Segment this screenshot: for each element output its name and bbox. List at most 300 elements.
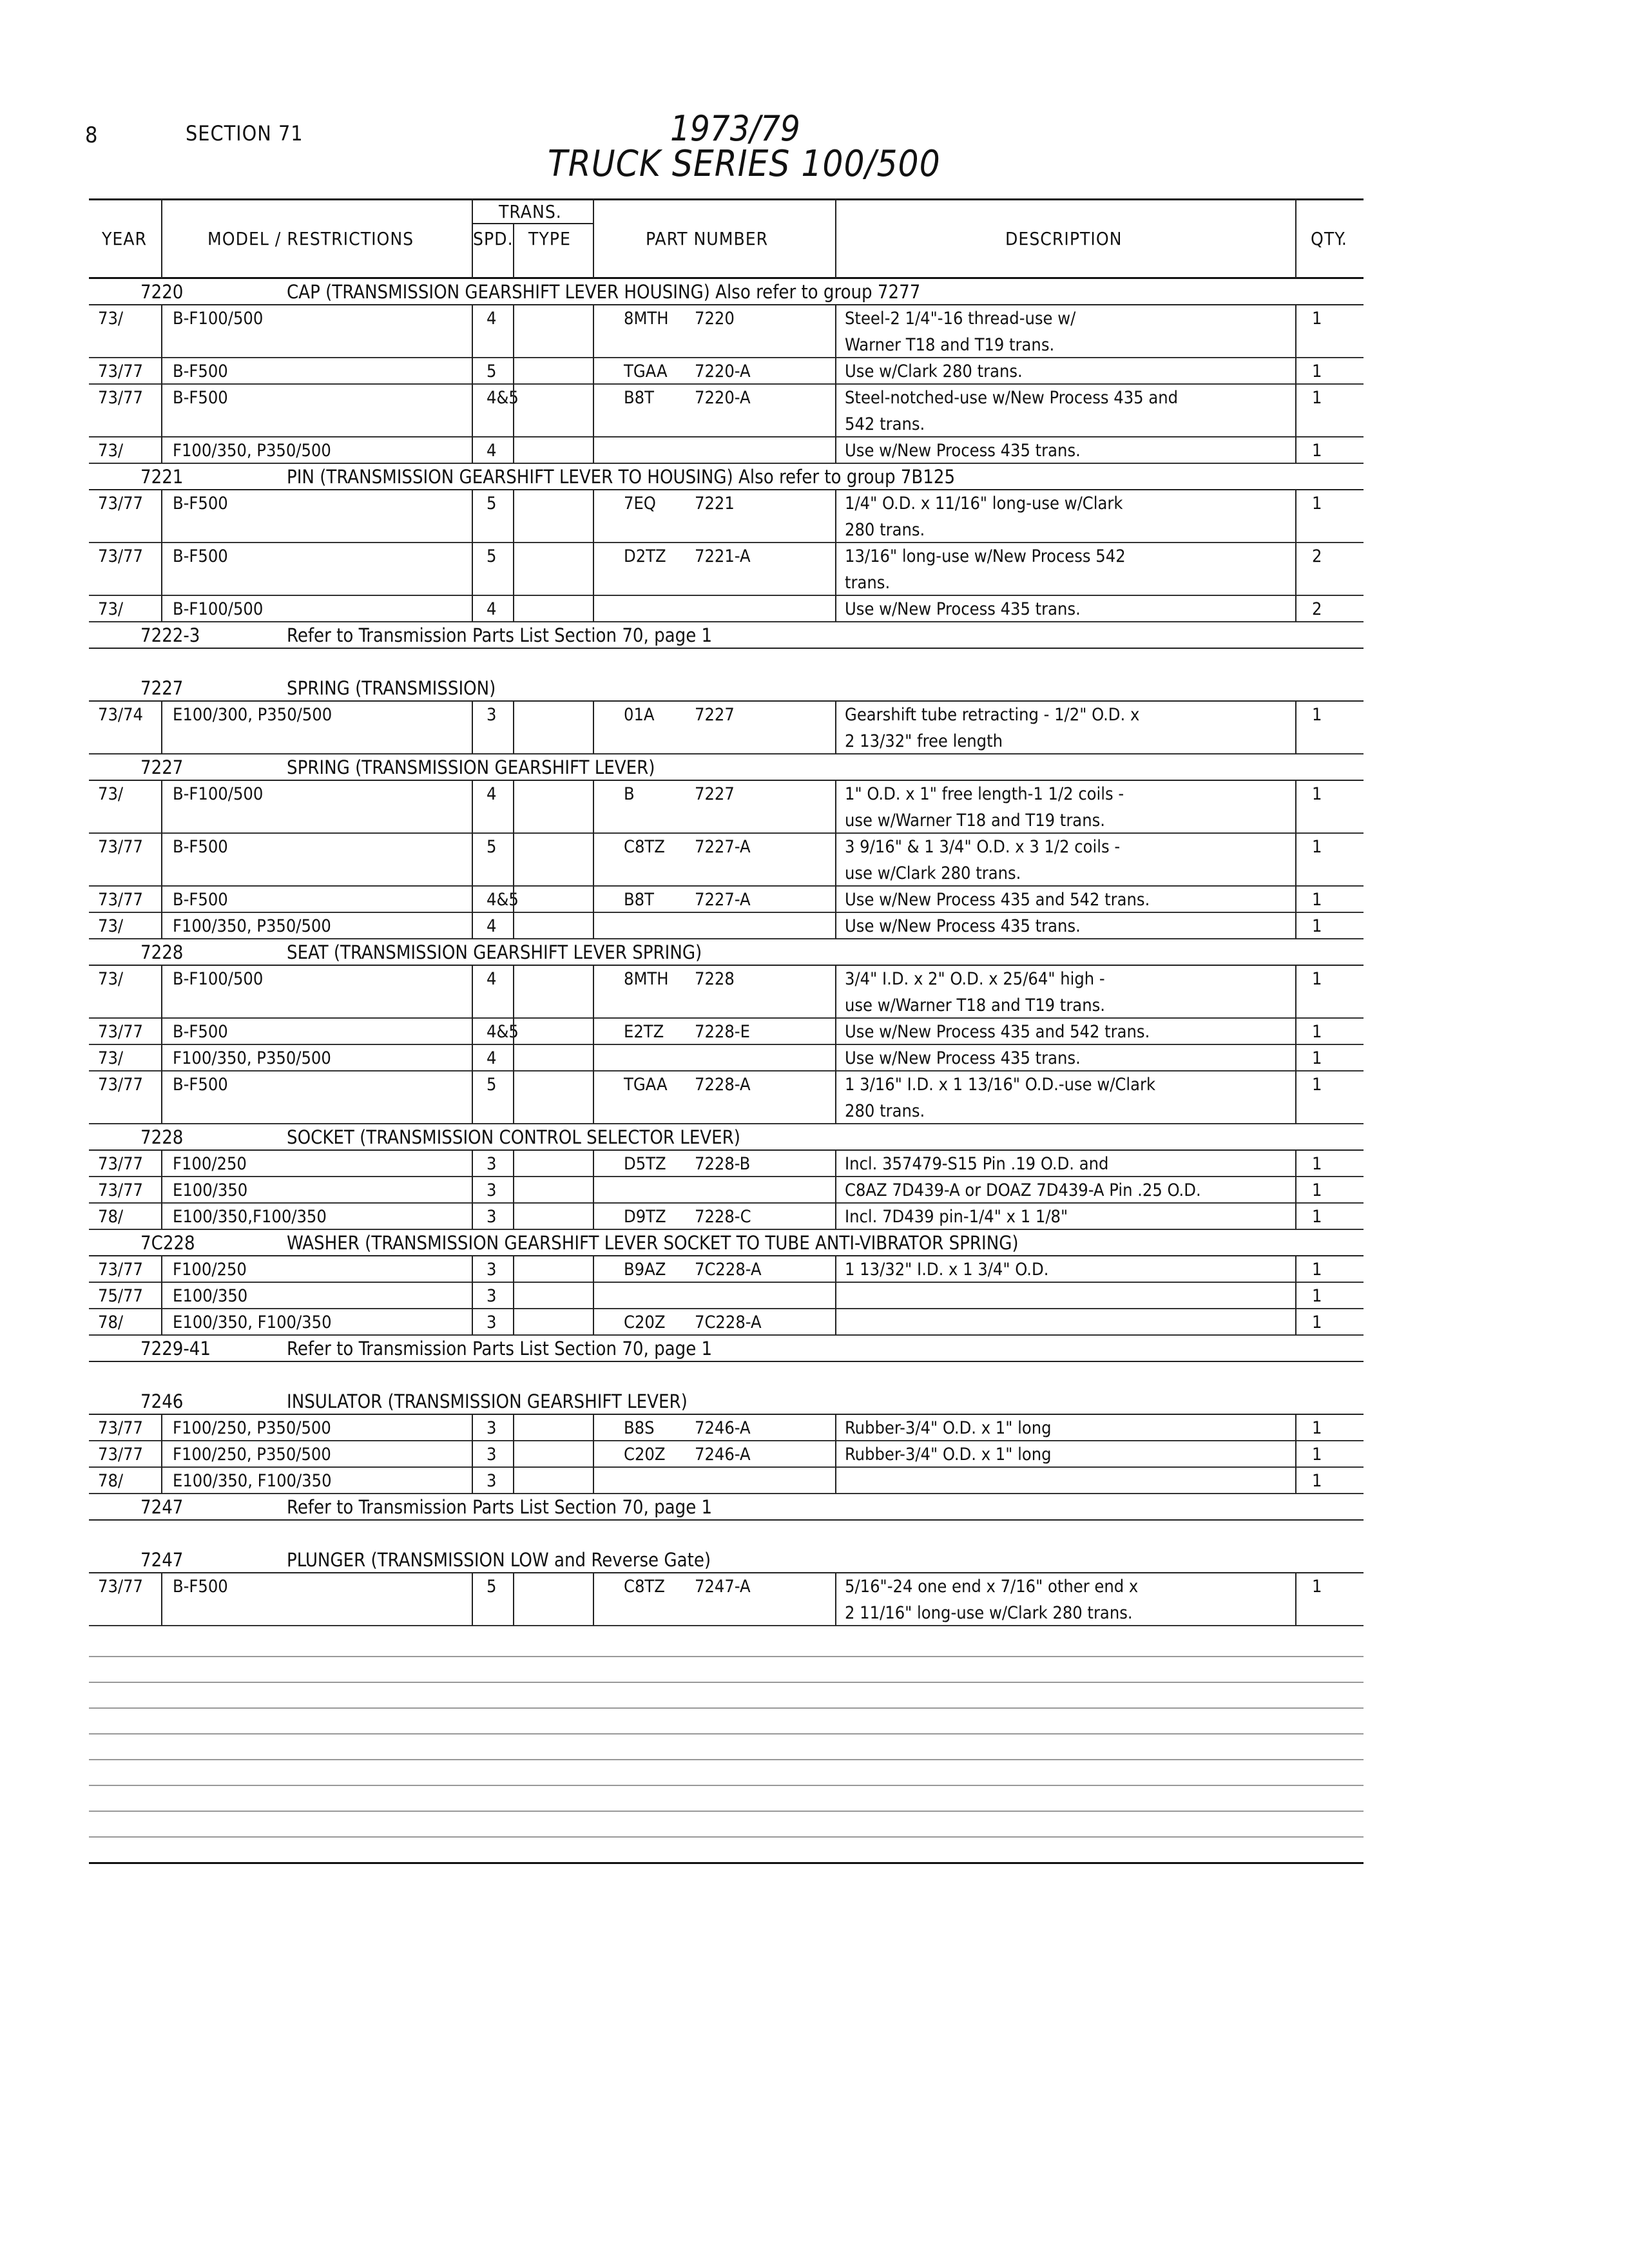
column-divider	[161, 384, 162, 410]
cell-speed: 4	[487, 441, 497, 461]
column-divider	[835, 912, 836, 939]
cell-model: B-F500	[173, 361, 228, 381]
column-divider	[513, 595, 514, 622]
column-divider	[835, 1309, 836, 1335]
group-code: 7246	[140, 1390, 184, 1412]
cell-description: trans.	[845, 573, 891, 593]
cell-description: Steel-2 1/4"-16 thread-use w/	[845, 309, 1076, 329]
col-model: MODEL / RESTRICTIONS	[207, 228, 414, 249]
cell-model: B-F100/500	[173, 969, 264, 989]
cell-model: E100/350, F100/350	[173, 1312, 332, 1332]
cell-model: F100/250	[173, 1154, 247, 1174]
column-divider	[1295, 1467, 1296, 1494]
table-row	[89, 807, 1364, 834]
cell-qty: 1	[1312, 1577, 1322, 1597]
column-divider	[835, 595, 836, 622]
column-divider	[513, 1177, 514, 1203]
column-divider	[161, 860, 162, 886]
cell-speed: 4	[487, 784, 497, 804]
cell-speed: 3	[487, 1260, 497, 1280]
cell-part-prefix: 01A	[624, 705, 655, 725]
cell-speed: 4&5	[487, 388, 519, 408]
cell-year: 73/77	[98, 1577, 143, 1597]
group-name: INSULATOR (TRANSMISSION GEARSHIFT LEVER)	[287, 1390, 688, 1412]
table-row	[89, 1256, 1364, 1283]
cell-part-prefix: C8TZ	[624, 837, 665, 857]
column-divider	[161, 992, 162, 1018]
cell-year: 73/77	[98, 494, 143, 514]
group-header	[89, 754, 1364, 781]
col-qty: QTY.	[1311, 228, 1347, 249]
group-header	[89, 1335, 1364, 1362]
column-divider	[1295, 1256, 1296, 1282]
cell-year: 78/	[98, 1471, 124, 1491]
column-divider	[513, 886, 514, 912]
cell-description: Gearshift tube retracting - 1/2" O.D. x	[845, 705, 1140, 725]
column-divider	[161, 727, 162, 754]
column-divider	[513, 1599, 514, 1626]
cell-model: B-F500	[173, 388, 228, 408]
column-divider	[472, 1467, 473, 1494]
blank-line	[89, 1811, 1364, 1812]
cell-description: 5/16"-24 one end x 7/16" other end x	[845, 1577, 1139, 1597]
cell-speed: 5	[487, 1075, 497, 1095]
cell-qty: 1	[1312, 1207, 1322, 1227]
column-divider	[835, 780, 836, 807]
column-divider	[472, 384, 473, 410]
column-divider	[472, 410, 473, 437]
table-row	[89, 569, 1364, 596]
column-divider	[513, 437, 514, 463]
column-divider	[835, 886, 836, 912]
table-row	[89, 1071, 1364, 1097]
column-divider	[593, 384, 594, 410]
group-name: SOCKET (TRANSMISSION CONTROL SELECTOR LEVER)	[287, 1126, 740, 1148]
cell-speed: 4	[487, 309, 497, 329]
cell-part-base: 7220-A	[695, 361, 751, 381]
column-divider	[1295, 992, 1296, 1018]
column-divider	[472, 490, 473, 516]
column-divider	[161, 1071, 162, 1097]
table-row	[89, 886, 1364, 913]
column-divider	[161, 807, 162, 833]
column-divider	[513, 780, 514, 807]
col-trans: TRANS.	[499, 201, 562, 222]
cell-qty: 1	[1312, 1471, 1322, 1491]
column-divider	[835, 490, 836, 516]
column-divider	[1295, 1599, 1296, 1626]
column-divider	[513, 912, 514, 939]
column-divider	[593, 1573, 594, 1599]
column-divider	[513, 1097, 514, 1124]
cell-description: Steel-notched-use w/New Process 435 and	[845, 388, 1179, 408]
cell-part-base: 7C228-A	[695, 1312, 762, 1332]
group-name: Refer to Transmission Parts List Section 70, page 1	[287, 1338, 713, 1360]
cell-part-prefix: B9AZ	[624, 1260, 666, 1280]
column-divider	[1295, 358, 1296, 384]
table-row	[89, 965, 1364, 991]
cell-year: 73/77	[98, 546, 143, 566]
column-divider	[593, 1203, 594, 1229]
header-divider	[593, 198, 594, 278]
cell-model: B-F100/500	[173, 784, 264, 804]
group-name: CAP (TRANSMISSION GEARSHIFT LEVER HOUSING) Also refer to group 7277	[287, 281, 921, 303]
cell-description: 2 13/32" free length	[845, 731, 1003, 751]
column-divider	[161, 569, 162, 595]
cell-speed: 3	[487, 1418, 497, 1438]
column-divider	[1295, 727, 1296, 754]
column-divider	[835, 1256, 836, 1282]
column-divider	[835, 569, 836, 595]
column-divider	[513, 384, 514, 410]
column-divider	[472, 569, 473, 595]
column-divider	[1295, 490, 1296, 516]
column-divider	[593, 490, 594, 516]
cell-speed: 3	[487, 1312, 497, 1332]
column-divider	[472, 1018, 473, 1044]
column-divider	[513, 1150, 514, 1177]
cell-model: E100/350	[173, 1180, 248, 1200]
column-divider	[1295, 1203, 1296, 1229]
group-code: 7229-41	[140, 1338, 211, 1360]
cell-description: Use w/New Process 435 trans.	[845, 916, 1081, 936]
cell-speed: 4	[487, 1048, 497, 1068]
column-divider	[1295, 384, 1296, 410]
column-divider	[593, 1282, 594, 1309]
column-divider	[513, 1467, 514, 1494]
cell-description: Warner T18 and T19 trans.	[845, 335, 1055, 355]
cell-part-prefix: 8MTH	[624, 969, 669, 989]
cell-qty: 1	[1312, 784, 1322, 804]
cell-year: 73/77	[98, 361, 143, 381]
cell-part-prefix: B8T	[624, 388, 654, 408]
group-header	[89, 1124, 1364, 1151]
group-header	[89, 622, 1364, 649]
cell-description: 1 3/16" I.D. x 1 13/16" O.D.-use w/Clark	[845, 1075, 1156, 1095]
cell-qty: 1	[1312, 494, 1322, 514]
column-divider	[161, 490, 162, 516]
cell-year: 73/77	[98, 1022, 143, 1042]
cell-qty: 1	[1312, 1445, 1322, 1465]
column-divider	[835, 1044, 836, 1071]
column-divider	[835, 516, 836, 543]
column-divider	[593, 1018, 594, 1044]
table-row	[89, 1097, 1364, 1124]
cell-year: 78/	[98, 1312, 124, 1332]
column-divider	[1295, 1177, 1296, 1203]
column-divider	[1295, 807, 1296, 833]
column-divider	[161, 1203, 162, 1229]
column-divider	[593, 1177, 594, 1203]
column-divider	[835, 992, 836, 1018]
cell-speed: 5	[487, 837, 497, 857]
cell-qty: 1	[1312, 705, 1322, 725]
cell-speed: 3	[487, 1207, 497, 1227]
cell-year: 73/	[98, 969, 124, 989]
page-number: 8	[85, 122, 98, 148]
column-divider	[835, 727, 836, 754]
cell-speed: 4&5	[487, 890, 519, 910]
column-divider	[472, 305, 473, 331]
column-divider	[513, 1441, 514, 1467]
cell-qty: 1	[1312, 1022, 1322, 1042]
cell-year: 75/77	[98, 1286, 143, 1306]
table-row	[89, 1282, 1364, 1309]
col-description: DESCRIPTION	[1005, 228, 1123, 249]
cell-description: 1/4" O.D. x 11/16" long-use w/Clark	[845, 494, 1123, 514]
cell-model: F100/350, P350/500	[173, 916, 331, 936]
cell-model: E100/350,F100/350	[173, 1207, 327, 1227]
column-divider	[513, 992, 514, 1018]
column-divider	[1295, 1097, 1296, 1124]
group-code: 7221	[140, 466, 184, 488]
group-header	[89, 1546, 1364, 1573]
column-divider	[1295, 569, 1296, 595]
table-row	[89, 727, 1364, 754]
cell-year: 73/77	[98, 1418, 143, 1438]
cell-part-base: 7228-C	[695, 1207, 751, 1227]
column-divider	[1295, 833, 1296, 860]
column-divider	[161, 543, 162, 569]
column-divider	[835, 1150, 836, 1177]
column-divider	[593, 1150, 594, 1177]
cell-qty: 1	[1312, 1180, 1322, 1200]
column-divider	[161, 358, 162, 384]
cell-speed: 3	[487, 1154, 497, 1174]
column-divider	[513, 490, 514, 516]
column-divider	[161, 410, 162, 437]
column-divider	[1295, 1573, 1296, 1599]
column-divider	[835, 384, 836, 410]
column-divider	[513, 1071, 514, 1097]
cell-model: F100/250, P350/500	[173, 1445, 331, 1465]
column-divider	[1295, 912, 1296, 939]
cell-model: F100/350, P350/500	[173, 441, 331, 461]
column-divider	[593, 1467, 594, 1494]
column-divider	[472, 965, 473, 992]
column-divider	[593, 569, 594, 595]
column-divider	[593, 1256, 594, 1282]
cell-speed: 4	[487, 599, 497, 619]
blank-line	[89, 1656, 1364, 1657]
column-divider	[1295, 1071, 1296, 1097]
column-divider	[835, 305, 836, 331]
group-header	[89, 1494, 1364, 1521]
cell-part-base: 7221-A	[695, 546, 751, 566]
group-code: 7220	[140, 281, 184, 303]
table-row	[89, 516, 1364, 543]
cell-description: 542 trans.	[845, 414, 925, 434]
column-divider	[1295, 860, 1296, 886]
cell-description: 13/16" long-use w/New Process 542	[845, 546, 1126, 566]
column-divider	[1295, 1282, 1296, 1309]
cell-part-prefix: C20Z	[624, 1312, 666, 1332]
group-code: 7247	[140, 1549, 184, 1571]
column-divider	[835, 1467, 836, 1494]
column-divider	[472, 516, 473, 543]
column-divider	[513, 965, 514, 992]
col-type: TYPE	[528, 228, 571, 249]
column-divider	[1295, 1018, 1296, 1044]
column-divider	[835, 358, 836, 384]
cell-speed: 4	[487, 969, 497, 989]
column-divider	[161, 1599, 162, 1626]
cell-description: Incl. 357479-S15 Pin .19 O.D. and	[845, 1154, 1109, 1174]
group-code: 7247	[140, 1496, 184, 1518]
column-divider	[835, 410, 836, 437]
group-name: Refer to Transmission Parts List Section 70, page 1	[287, 624, 713, 646]
cell-qty: 1	[1312, 969, 1322, 989]
cell-year: 73/77	[98, 837, 143, 857]
group-header	[89, 675, 1364, 702]
column-divider	[1295, 516, 1296, 543]
blank-line	[89, 1785, 1364, 1786]
table-row	[89, 1599, 1364, 1626]
column-divider	[593, 912, 594, 939]
cell-speed: 4&5	[487, 1022, 519, 1042]
cell-year: 73/74	[98, 705, 143, 725]
cell-qty: 1	[1312, 361, 1322, 381]
cell-part-prefix: D5TZ	[624, 1154, 666, 1174]
column-divider	[513, 305, 514, 331]
table-row	[89, 1150, 1364, 1177]
column-divider	[161, 1573, 162, 1599]
cell-qty: 1	[1312, 1075, 1322, 1095]
blank-line	[89, 1707, 1364, 1709]
cell-qty: 2	[1312, 546, 1322, 566]
section-label: SECTION 71	[186, 121, 304, 146]
column-divider	[513, 1256, 514, 1282]
cell-part-prefix: D2TZ	[624, 546, 666, 566]
column-divider	[835, 701, 836, 727]
column-divider	[1295, 1309, 1296, 1335]
column-divider	[513, 1282, 514, 1309]
column-divider	[513, 569, 514, 595]
column-divider	[835, 1599, 836, 1626]
group-name: Refer to Transmission Parts List Section 70, page 1	[287, 1496, 713, 1518]
column-divider	[513, 1203, 514, 1229]
cell-part-prefix: B8S	[624, 1418, 655, 1438]
column-divider	[472, 437, 473, 463]
table-row	[89, 595, 1364, 622]
cell-speed: 3	[487, 1180, 497, 1200]
column-divider	[1295, 780, 1296, 807]
table-row	[89, 1441, 1364, 1468]
table-row	[89, 437, 1364, 464]
cell-description: Use w/New Process 435 trans.	[845, 441, 1081, 461]
group-name: PLUNGER (TRANSMISSION LOW and Reverse Gate)	[287, 1549, 711, 1571]
column-divider	[1295, 886, 1296, 912]
col-year: YEAR	[102, 228, 148, 249]
cell-year: 73/	[98, 1048, 124, 1068]
group-code: 7227	[140, 756, 184, 778]
cell-qty: 1	[1312, 1260, 1322, 1280]
column-divider	[161, 1414, 162, 1441]
column-divider	[161, 1150, 162, 1177]
column-divider	[593, 807, 594, 833]
column-divider	[513, 1018, 514, 1044]
column-divider	[835, 543, 836, 569]
column-divider	[513, 1573, 514, 1599]
cell-year: 73/77	[98, 1075, 143, 1095]
group-header	[89, 278, 1364, 305]
group-name: SPRING (TRANSMISSION)	[287, 677, 496, 699]
column-divider	[835, 437, 836, 463]
table-row	[89, 780, 1364, 806]
column-divider	[593, 992, 594, 1018]
column-divider	[161, 305, 162, 331]
column-divider	[513, 543, 514, 569]
cell-description: 1 13/32" I.D. x 1 3/4" O.D.	[845, 1260, 1049, 1280]
column-divider	[593, 516, 594, 543]
header-top-rule	[89, 198, 1364, 200]
cell-speed: 5	[487, 546, 497, 566]
cell-part-base: 7246-A	[695, 1418, 751, 1438]
cell-year: 73/77	[98, 1180, 143, 1200]
cell-year: 73/	[98, 441, 124, 461]
column-divider	[161, 780, 162, 807]
group-header	[89, 939, 1364, 966]
column-divider	[593, 965, 594, 992]
column-divider	[835, 331, 836, 358]
cell-description: Incl. 7D439 pin-1/4" x 1 1/8"	[845, 1207, 1068, 1227]
column-divider	[513, 833, 514, 860]
cell-part-base: 7227-A	[695, 890, 751, 910]
group-code: 7227	[140, 677, 184, 699]
column-divider	[513, 516, 514, 543]
cell-part-prefix: 8MTH	[624, 309, 669, 329]
column-divider	[161, 965, 162, 992]
cell-model: E100/300, P350/500	[173, 705, 333, 725]
column-divider	[472, 1309, 473, 1335]
cell-part-prefix: TGAA	[624, 1075, 668, 1095]
column-divider	[161, 331, 162, 358]
cell-qty: 2	[1312, 599, 1322, 619]
group-name: PIN (TRANSMISSION GEARSHIFT LEVER TO HOUSING) Also refer to group 7B125	[287, 466, 956, 488]
column-divider	[161, 886, 162, 912]
cell-speed: 3	[487, 1445, 497, 1465]
column-divider	[835, 1177, 836, 1203]
table-row	[89, 1309, 1364, 1336]
column-divider	[835, 1071, 836, 1097]
column-divider	[161, 1177, 162, 1203]
page-title-years: 1973/79	[670, 108, 800, 149]
column-divider	[1295, 1150, 1296, 1177]
cell-speed: 3	[487, 1286, 497, 1306]
column-divider	[593, 595, 594, 622]
column-divider	[513, 727, 514, 754]
column-divider	[593, 1071, 594, 1097]
cell-year: 73/	[98, 916, 124, 936]
header-divider	[161, 198, 162, 278]
cell-year: 73/77	[98, 1154, 143, 1174]
cell-qty: 1	[1312, 309, 1322, 329]
cell-qty: 1	[1312, 1418, 1322, 1438]
column-divider	[161, 1441, 162, 1467]
column-divider	[161, 1097, 162, 1124]
group-header	[89, 1229, 1364, 1256]
column-divider	[472, 331, 473, 358]
cell-description: use w/Warner T18 and T19 trans.	[845, 995, 1105, 1015]
column-divider	[1295, 1441, 1296, 1467]
column-divider	[472, 1441, 473, 1467]
header-divider	[1295, 198, 1296, 278]
cell-part-prefix: C20Z	[624, 1445, 666, 1465]
cell-qty: 1	[1312, 441, 1322, 461]
column-divider	[472, 543, 473, 569]
col-spd: SPD.	[473, 228, 514, 249]
cell-description: 2 11/16" long-use w/Clark 280 trans.	[845, 1603, 1133, 1623]
